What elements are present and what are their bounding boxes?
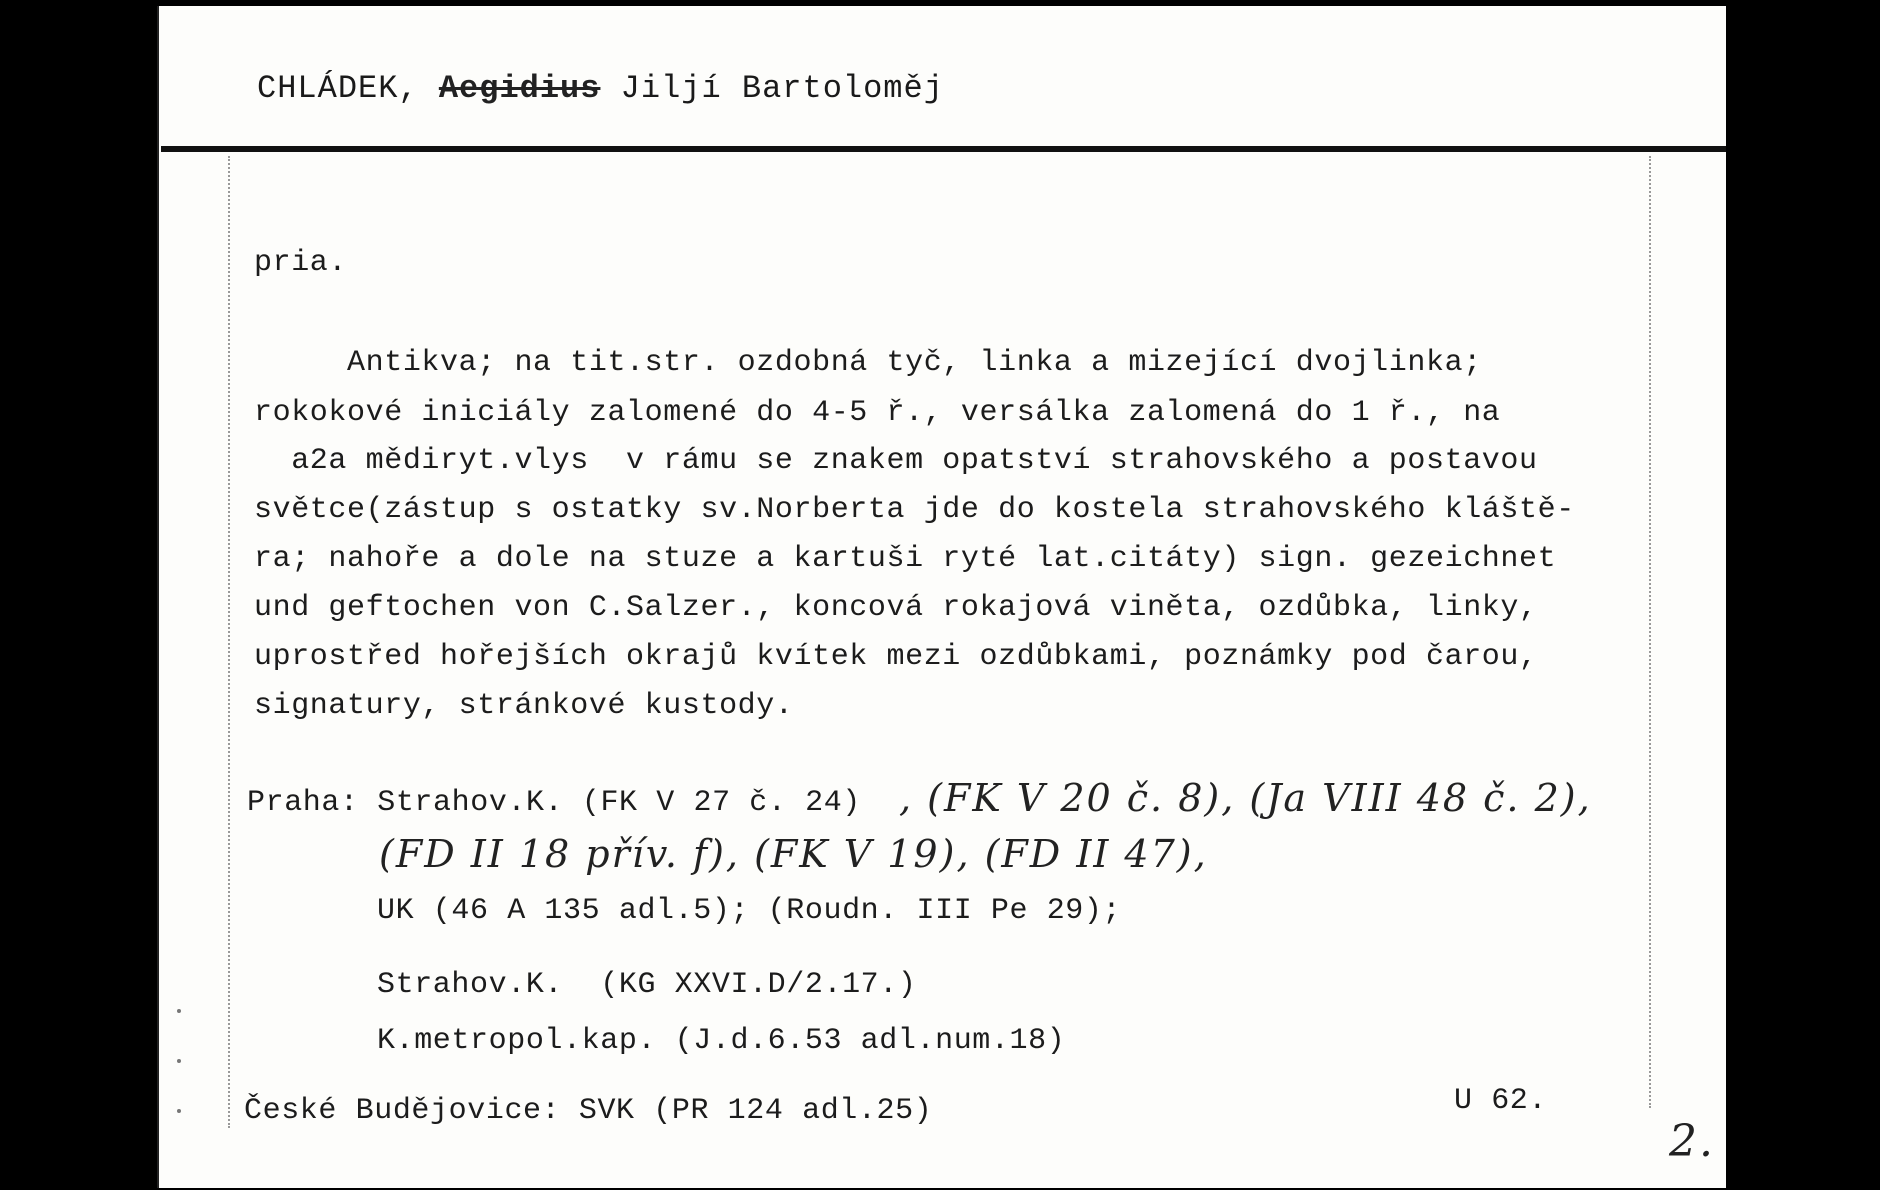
holding-strahov-kg: Strahov.K. (KG XXVI.D/2.17.) <box>377 968 917 1002</box>
card-heading <box>257 70 944 107</box>
description-line-6: und geftochen von C.Salzer., koncová rokajová viněta, ozdůbka, linky, <box>254 591 1538 625</box>
description-line-3: a2a mědiryt.vlys v rámu se znakem opatství strahovského a postavou <box>254 444 1538 478</box>
catalog-card <box>157 6 1726 1188</box>
heading-rule <box>161 146 1726 152</box>
handwritten-holdings-1: , (FK V 20 č. 8), (Ja VIII 48 č. 2), <box>899 776 1592 820</box>
author-given-names: Jiljí Bartoloměj <box>620 70 944 107</box>
description-line-4: světce(zástup s ostatky sv.Norberta jde do kostela strahovského kláště- <box>254 493 1575 527</box>
text-line-pria: pria. <box>254 246 348 280</box>
holding-metropol: K.metropol.kap. (J.d.6.53 adl.num.18) <box>377 1024 1066 1058</box>
handwritten-holdings-2: (FD II 18 přív. f), (FK V 19), (FD II 47), <box>379 832 1208 876</box>
right-margin-line <box>1649 156 1651 1108</box>
left-edge-dots <box>144 991 214 1151</box>
left-margin-line <box>228 156 230 1128</box>
holding-uk: UK (46 A 135 adl.5); (Roudn. III Pe 29); <box>377 894 1122 928</box>
description-line-1: Antikva; na tit.str. ozdobná tyč, linka a mizející dvojlinka; <box>254 346 1482 380</box>
struck-latin-name: Aegidius <box>438 70 601 107</box>
description-line-7: uprostřed hořejších okrajů kvítek mezi ozdůbkami, poznámky pod čarou, <box>254 640 1538 674</box>
description-line-5: ra; nahoře a dole na stuze a kartuši ryté lat.citáty) sign. gezeichnet <box>254 542 1557 576</box>
corner-page-mark: 2. <box>1669 1116 1715 1167</box>
description-line-2: rokokové iniciály zalomené do 4-5 ř., versálka zalomená do 1 ř., na <box>254 396 1501 430</box>
shelf-mark: U 62. <box>1454 1084 1548 1118</box>
author-surname: CHLÁDEK, <box>257 70 419 107</box>
description-line-8: signatury, stránkové kustody. <box>254 689 794 723</box>
holding-ceske-budejovice: České Budějovice: SVK (PR 124 adl.25) <box>244 1094 933 1128</box>
holding-praha-strahov: Praha: Strahov.K. (FK V 27 č. 24) <box>247 786 861 820</box>
